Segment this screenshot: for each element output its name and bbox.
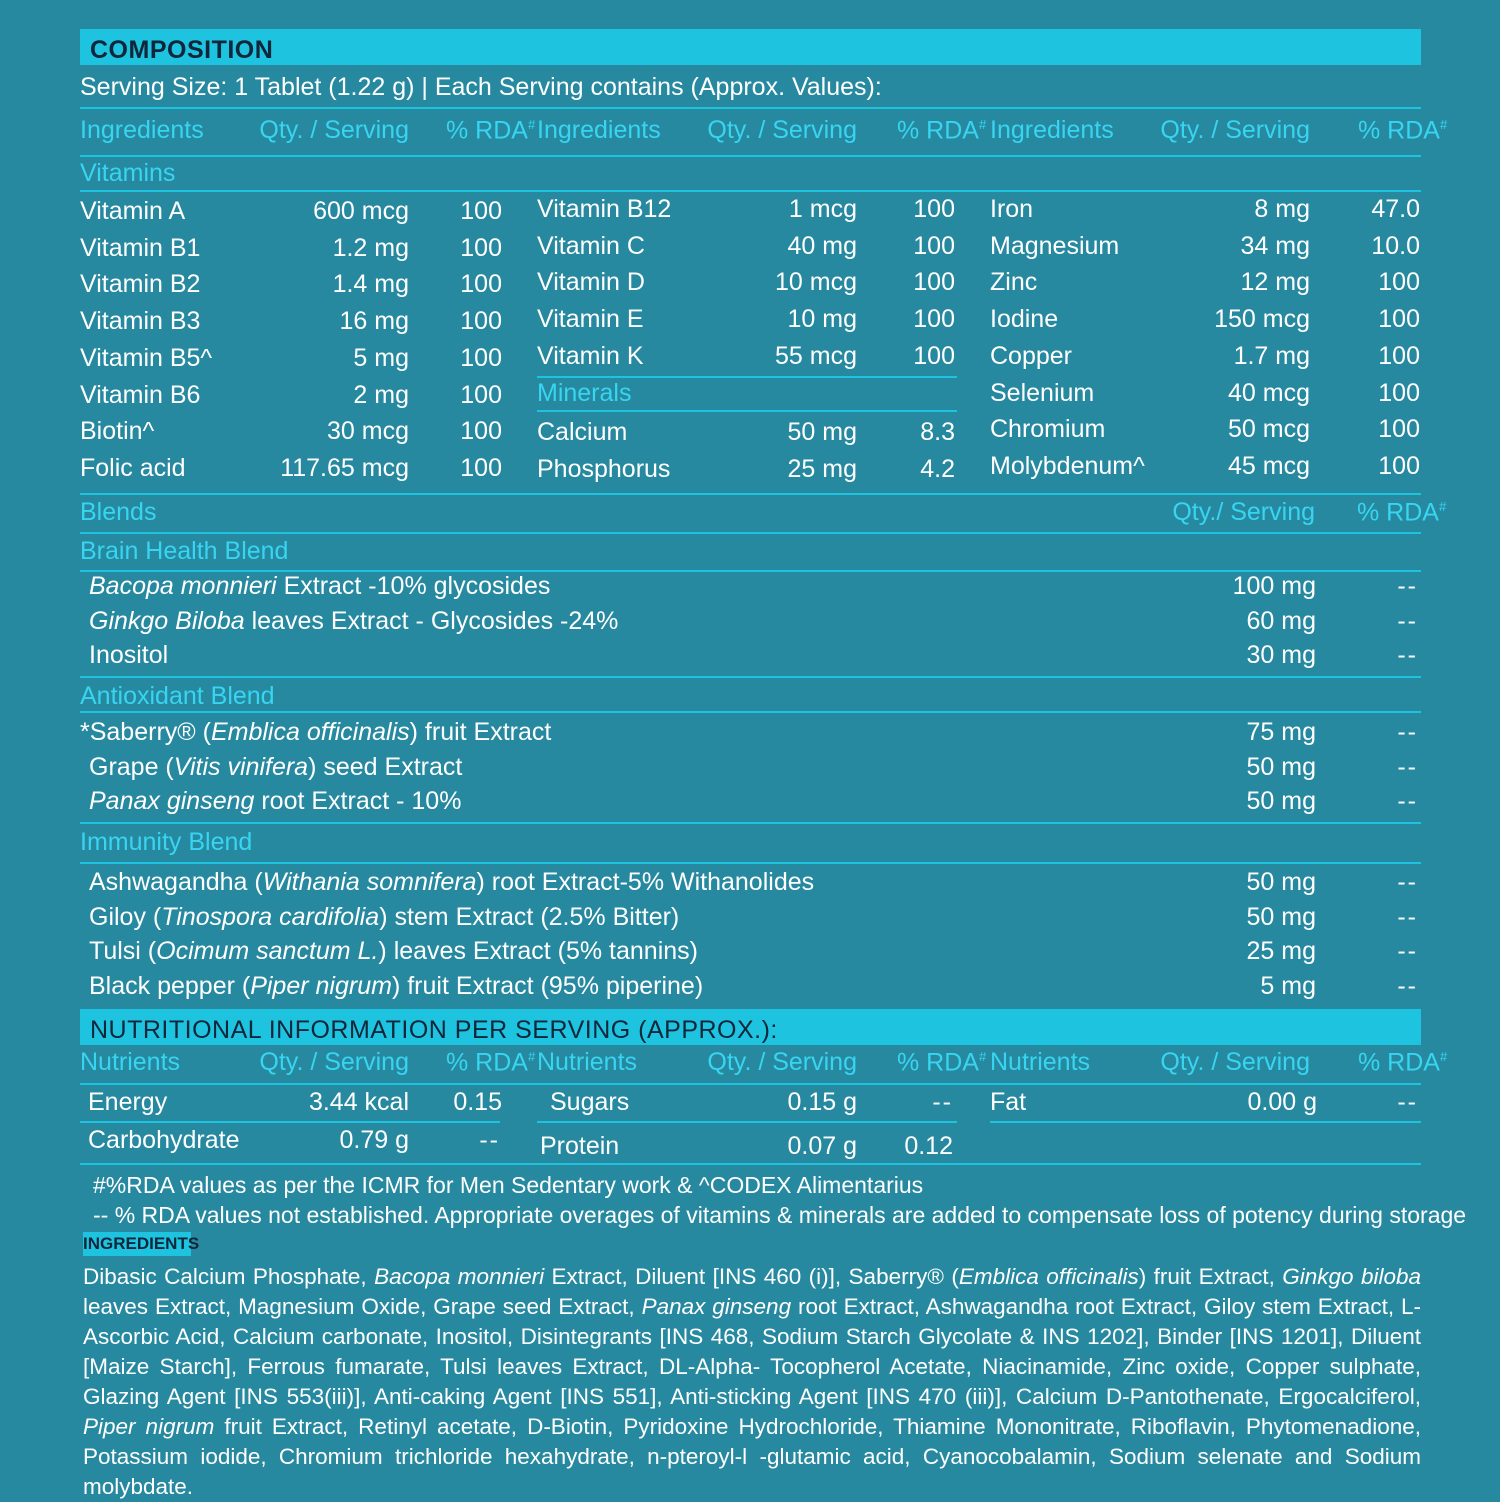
nutrition-banner — [80, 1009, 1421, 1045]
nutrient-carbohydrate-name: Carbohydrate — [88, 1126, 240, 1154]
ingredient-name: Magnesium — [990, 231, 1120, 260]
divider — [80, 1163, 1421, 1165]
footnote-rda: #%RDA values as per the ICMR for Men Sedentary work & ^CODEX Alimentarius — [93, 1172, 924, 1198]
blend-item-qty: 100 mg — [1232, 572, 1316, 600]
ingredient-qty: 40 mg — [787, 231, 857, 260]
nutrient-protein-qty: 0.07 g — [787, 1132, 857, 1160]
header-ingredients: Ingredients — [80, 116, 204, 144]
header-qty-serving: Qty. / Serving — [707, 116, 857, 144]
blend-item-qty: 30 mg — [1246, 641, 1316, 670]
blend-item-name: Inositol — [89, 641, 169, 670]
blend-item-rda: -- — [1397, 787, 1418, 816]
divider — [990, 1121, 1421, 1123]
ingredient-name: Chromium — [990, 415, 1106, 444]
ingredient-rda: 100 — [1378, 415, 1420, 444]
composition-title: COMPOSITION — [90, 36, 274, 64]
ingredient-name: Phosphorus — [537, 455, 671, 483]
ingredient-name: Copper — [990, 341, 1072, 370]
header-nutrients: Nutrients — [80, 1048, 181, 1076]
ingredient-qty: 40 mcg — [1228, 378, 1310, 407]
blend-item-name: Panax ginseng root Extract - 10% — [89, 787, 462, 816]
ingredient-rda: 100 — [460, 307, 502, 336]
ingredient-name: Zinc — [990, 268, 1038, 297]
header-ingredients: Ingredients — [990, 116, 1114, 144]
ingredient-name: Vitamin B6 — [80, 380, 201, 409]
blend-item-name: Bacopa monnieri Extract -10% glycosides — [89, 572, 551, 600]
ingredient-qty: 34 mg — [1240, 231, 1310, 260]
nutrient-energy-name: Energy — [88, 1088, 168, 1116]
header-nutrients: Nutrients — [990, 1048, 1091, 1076]
composition-banner — [80, 29, 1421, 65]
ingredient-qty: 5 mg — [353, 343, 409, 372]
ingredient-qty: 117.65 mcg — [280, 453, 409, 482]
header-rda: % RDA# — [897, 1048, 987, 1077]
header-rda: % RDA# — [1358, 116, 1448, 145]
footnote-not-established: -- % RDA values not established. Appropriate overages of vitamins & minerals are added to compensate loss of potency during storage — [93, 1202, 1467, 1228]
blend-item-qty: 25 mg — [1246, 937, 1316, 966]
blend-item-qty: 50 mg — [1246, 868, 1316, 896]
ingredient-qty: 10 mcg — [775, 268, 857, 297]
divider — [80, 107, 1421, 109]
header-qty-serving: Qty. / Serving — [1160, 1048, 1310, 1076]
divider — [537, 410, 957, 412]
ingredients-label: INGREDIENTS — [83, 1232, 191, 1256]
ingredient-qty: 600 mcg — [313, 197, 409, 225]
ingredient-qty: 150 mcg — [1214, 305, 1310, 334]
blend-item-qty: 5 mg — [1260, 972, 1316, 1001]
nutrient-protein-rda: 0.12 — [904, 1132, 953, 1160]
nutrient-carbohydrate-rda: -- — [479, 1126, 500, 1154]
nutrient-carbohydrate-qty: 0.79 g — [339, 1126, 409, 1154]
serving-size-line: Serving Size: 1 Tablet (1.22 g) | Each Serving contains (Approx. Values): — [80, 73, 882, 101]
header-rda: % RDA# — [1358, 1048, 1448, 1077]
blend-item-qty: 50 mg — [1246, 787, 1316, 816]
blend-item-name: Giloy (Tinospora cardifolia) stem Extract (2.5% Bitter) — [89, 902, 680, 931]
nutrient-sugars-rda: -- — [932, 1088, 953, 1116]
blends-label: Blends — [80, 498, 157, 526]
nutrient-sugars-qty: 0.15 g — [787, 1088, 857, 1116]
ingredient-qty: 30 mcg — [327, 417, 409, 446]
header-qty-serving: Qty. / Serving — [259, 116, 409, 144]
ingredient-name: Vitamin D — [537, 268, 645, 297]
blend-item-name: Black pepper (Piper nigrum) fruit Extract (95% piperine) — [89, 972, 704, 1001]
nutrient-sugars-name: Sugars — [550, 1088, 630, 1116]
ingredient-name: Calcium — [537, 418, 628, 446]
blend-item-rda: -- — [1397, 902, 1418, 931]
divider — [80, 532, 1421, 534]
ingredient-qty: 16 mg — [339, 307, 409, 336]
ingredient-name: Molybdenum^ — [990, 451, 1145, 480]
blend-item-rda: -- — [1397, 868, 1418, 896]
ingredient-name: Vitamin B1 — [80, 233, 201, 262]
ingredient-qty: 2 mg — [353, 380, 409, 409]
ingredient-qty: 8 mg — [1254, 195, 1310, 223]
ingredient-rda: 100 — [460, 343, 502, 372]
blend-item-qty: 50 mg — [1246, 902, 1316, 931]
nutrient-energy-qty: 3.44 kcal — [308, 1088, 409, 1116]
minerals-label: Minerals — [537, 379, 632, 407]
divider — [537, 376, 957, 378]
divider — [80, 1083, 1421, 1085]
blend-item-name: Ginkgo Biloba leaves Extract - Glycosides -24% — [89, 606, 619, 635]
header-rda: % RDA# — [446, 116, 536, 145]
ingredient-qty: 50 mg — [787, 418, 857, 446]
blend-label-immunity: Immunity Blend — [80, 828, 253, 856]
nutrition-title: NUTRITIONAL INFORMATION PER SERVING (APPROX.): — [90, 1016, 778, 1044]
ingredient-rda: 100 — [460, 270, 502, 299]
ingredient-qty: 1.7 mg — [1233, 341, 1310, 370]
blend-item-rda: -- — [1397, 718, 1418, 746]
ingredient-name: Vitamin B5^ — [80, 343, 213, 372]
ingredient-rda: 100 — [913, 268, 955, 297]
header-qty-serving: Qty. / Serving — [259, 1048, 409, 1076]
ingredient-rda: 47.0 — [1371, 195, 1420, 223]
divider — [80, 493, 1421, 495]
divider — [80, 676, 1421, 678]
blend-item-rda: -- — [1397, 606, 1418, 635]
ingredient-qty: 1.4 mg — [332, 270, 409, 299]
ingredient-name: Iron — [990, 195, 1034, 223]
ingredient-rda: 100 — [460, 380, 502, 409]
divider — [80, 1121, 500, 1123]
ingredient-name: Vitamin A — [80, 197, 186, 225]
ingredient-name: Selenium — [990, 378, 1095, 407]
ingredient-rda: 100 — [1378, 341, 1420, 370]
ingredient-rda: 100 — [460, 453, 502, 482]
blend-item-qty: 75 mg — [1246, 718, 1316, 746]
blend-item-name: Tulsi (Ocimum sanctum L.) leaves Extract (5% tannins) — [89, 937, 698, 966]
blend-item-name: Ashwagandha (Withania somnifera) root Extract-5% Withanolides — [89, 868, 815, 896]
ingredient-name: Vitamin C — [537, 231, 645, 260]
blend-item-qty: 60 mg — [1246, 606, 1316, 635]
header-qty-serving: Qty. / Serving — [1160, 116, 1310, 144]
ingredient-name: Vitamin B3 — [80, 307, 201, 336]
ingredient-qty: 25 mg — [787, 455, 857, 483]
header-rda: % RDA# — [446, 1048, 536, 1077]
ingredient-name: Vitamin B2 — [80, 270, 201, 299]
ingredient-rda: 4.2 — [920, 455, 955, 483]
ingredient-name: Folic acid — [80, 453, 186, 482]
ingredient-rda: 100 — [1378, 378, 1420, 407]
ingredient-qty: 10 mg — [787, 305, 857, 334]
ingredient-qty: 45 mcg — [1228, 451, 1310, 480]
ingredient-rda: 100 — [913, 195, 955, 223]
blend-label-brain: Brain Health Blend — [80, 537, 289, 565]
ingredient-rda: 100 — [913, 341, 955, 370]
ingredient-rda: 100 — [460, 233, 502, 262]
blend-item-rda: -- — [1397, 641, 1418, 670]
nutrient-fat-qty: 0.00 g — [1247, 1088, 1317, 1116]
blend-item-rda: -- — [1397, 972, 1418, 1001]
ingredient-name: Vitamin E — [537, 305, 644, 334]
ingredient-rda: 100 — [460, 197, 502, 225]
divider — [80, 155, 1421, 157]
blend-label-antioxidant: Antioxidant Blend — [80, 682, 275, 710]
ingredient-rda: 8.3 — [920, 418, 955, 446]
nutrient-fat-name: Fat — [990, 1088, 1027, 1116]
blend-item-rda: -- — [1397, 572, 1418, 600]
divider — [537, 1121, 957, 1123]
vitamins-label: Vitamins — [80, 159, 176, 187]
blend-item-qty: 50 mg — [1246, 752, 1316, 781]
blends-rda-header: % RDA# — [1357, 498, 1447, 527]
ingredient-qty: 55 mcg — [775, 341, 857, 370]
ingredient-qty: 12 mg — [1240, 268, 1310, 297]
blend-item-rda: -- — [1397, 752, 1418, 781]
blend-item-name: Grape (Vitis vinifera) seed Extract — [89, 752, 463, 781]
ingredient-rda: 100 — [1378, 451, 1420, 480]
ingredient-name: Iodine — [990, 305, 1059, 334]
divider — [80, 822, 1421, 824]
header-rda: % RDA# — [897, 116, 987, 145]
nutrient-fat-rda: -- — [1397, 1088, 1418, 1116]
ingredient-name: Vitamin B12 — [537, 195, 672, 223]
ingredient-qty: 50 mcg — [1228, 415, 1310, 444]
ingredient-rda: 100 — [913, 305, 955, 334]
nutrient-energy-rda: 0.15 — [453, 1088, 502, 1116]
header-nutrients: Nutrients — [537, 1048, 638, 1076]
blends-qty-header: Qty./ Serving — [1172, 498, 1315, 526]
divider — [80, 711, 1421, 713]
ingredient-rda: 100 — [1378, 305, 1420, 334]
blend-item-name: *Saberry® (Emblica officinalis) fruit Extract — [80, 718, 552, 746]
ingredient-name: Vitamin K — [537, 341, 644, 370]
header-qty-serving: Qty. / Serving — [707, 1048, 857, 1076]
ingredient-rda: 10.0 — [1371, 231, 1420, 260]
ingredient-qty: 1 mcg — [788, 195, 857, 223]
ingredient-rda: 100 — [460, 417, 502, 446]
header-ingredients: Ingredients — [537, 116, 661, 144]
nutrient-protein-name: Protein — [540, 1132, 620, 1160]
blend-item-rda: -- — [1397, 937, 1418, 966]
ingredient-qty: 1.2 mg — [332, 233, 409, 262]
ingredient-rda: 100 — [1378, 268, 1420, 297]
divider — [80, 190, 1421, 192]
divider — [80, 862, 1421, 864]
ingredient-name: Biotin^ — [80, 417, 155, 446]
ingredient-rda: 100 — [913, 231, 955, 260]
ingredients-list: Dibasic Calcium Phosphate, Bacopa monnieri Extract, Diluent [INS 460 (i)], Saberry® (Emblica officinalis) fruit Extract, Ginkgo biloba leaves Extract, Magnesium Oxide, Grape seed Extract, Panax ginseng root Extract, Ashwagandha root Extract, Giloy stem Extract, L-Ascorbic Acid, Calcium carbonate, Inositol, Disintegrants [INS 468, Sodium Starch Glycolate & INS 1202], Binder [INS 1201], Diluent [Maize Starch], Ferrous fumarate, Tulsi leaves Extract, DL-Alpha- Tocopherol Acetate, Niacinamide, Zinc oxide, Copper sulphate, Glazing Agent [INS 553(iii)], Anti-caking Agent [INS 551], Anti-sticking Agent [INS 470 (iii)], Calcium D-Pantothenate, Ergocalciferol, Piper nigrum fruit Extract, Retinyl acetate, D-Biotin, Pyridoxine Hydrochloride, Thiamine Mononitrate, Riboflavin, Phytomenadione, Potassium iodide, Chromium trichloride hexahydrate, n-pteroyl-l -glutamic acid, Cyanocobalamin, Sodium selenate and Sodium molybdate. — [83, 1264, 1421, 1499]
